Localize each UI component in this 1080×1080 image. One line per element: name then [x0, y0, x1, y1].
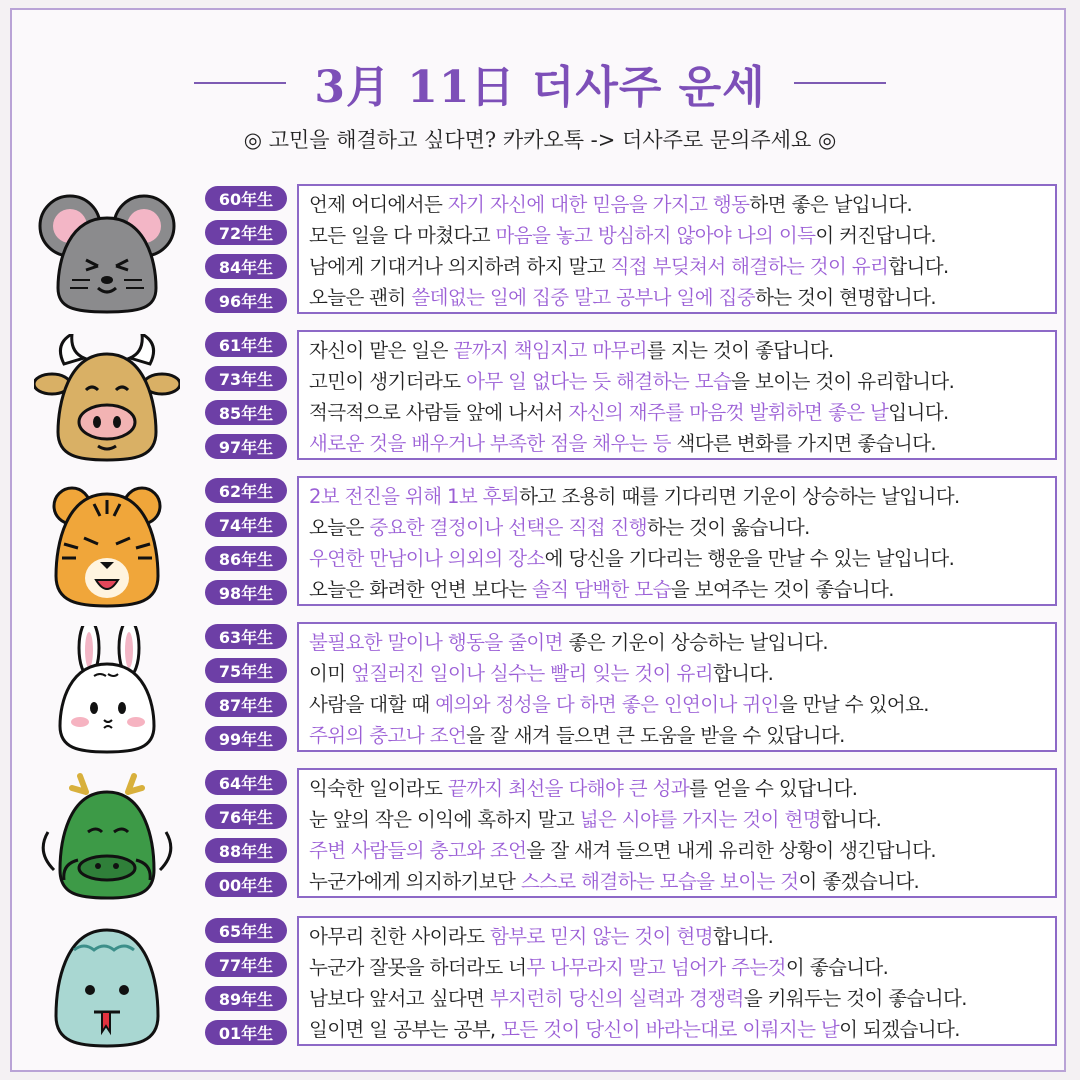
- fortune-text: 이 좋겠습니다.: [798, 870, 920, 893]
- fortune-text: 를 얻을 수 있답니다.: [689, 777, 858, 800]
- fortune-line: [309, 282, 1055, 313]
- fortune-text: 하면 좋은 날입니다.: [749, 193, 913, 216]
- fortune-text: 을 잘 새겨 들으면 큰 도움을 받을 수 있답니다.: [466, 724, 845, 747]
- year-badge: 84年生: [205, 254, 287, 279]
- highlight-text: 예의와 정성을 다 하면 좋은 인연이나 귀인: [435, 693, 779, 716]
- tiger-icon: [34, 480, 180, 610]
- ox-icon: [34, 334, 180, 464]
- fortune-line: [309, 835, 1055, 866]
- highlight-text: 끝까지 최선을 다해야 큰 성과: [447, 777, 690, 800]
- fortune-box: [297, 330, 1057, 460]
- fortune-line: [309, 720, 1055, 751]
- fortune-text: 자신이 맡은 일은: [309, 339, 454, 362]
- year-badge: 62年生: [205, 478, 287, 503]
- fortune-line: [309, 397, 1055, 428]
- fortune-text: 합니다.: [888, 255, 949, 278]
- year-badges: [205, 478, 287, 614]
- dragon-icon: [34, 772, 180, 902]
- fortune-text: 고민이 생기더라도: [309, 370, 467, 393]
- highlight-text: 넓은 시야를 가지는 것이 현명: [579, 808, 821, 831]
- rabbit-icon: [34, 626, 180, 756]
- title-row: [0, 48, 1080, 118]
- year-badge: 99年生: [205, 726, 287, 751]
- fortune-text: 합니다.: [712, 662, 774, 685]
- fortune-text: 오늘은 화려한 언변 보다는: [309, 578, 533, 601]
- fortune-text: 오늘은: [309, 516, 370, 539]
- highlight-text: 솔직 담백한 모습: [532, 578, 671, 601]
- year-badge: 96年生: [205, 288, 287, 313]
- fortune-text: 오늘은 괜히: [309, 286, 412, 309]
- fortune-text: 하고 조용히 때를 기다리면 기운이 상승하는 날입니다.: [519, 485, 960, 508]
- fortune-line: [309, 366, 1055, 397]
- highlight-text: 마음을 놓고 방심하지 않아야 나의 이득: [495, 224, 816, 247]
- highlight-text: 2보 전진을 위해 1보 후퇴: [309, 485, 520, 508]
- fortune-line: [309, 251, 1055, 282]
- fortune-text: 을 만날 수 있어요.: [778, 693, 929, 716]
- fortune-text: 을 보이는 것이 유리합니다.: [731, 370, 955, 393]
- year-badge: 63年生: [205, 624, 287, 649]
- fortune-text: 일이면 일 공부는 공부,: [309, 1018, 502, 1041]
- fortune-text: 좋은 기운이 상승하는 날입니다.: [562, 631, 828, 654]
- fortune-text: 색다른 변화를 가지면 좋습니다.: [670, 432, 936, 455]
- highlight-text: 부지런히 당신의 실력과 경쟁력: [489, 987, 744, 1010]
- highlight-text: 우연한 만남이나 의외의 장소: [309, 547, 545, 570]
- fortune-text: 을 키워두는 것이 좋습니다.: [743, 987, 967, 1010]
- fortune-text: 누군가에게 의지하기보단: [309, 870, 521, 893]
- zodiac-section-tiger: [0, 476, 1080, 614]
- fortune-text: 이미: [309, 662, 352, 685]
- highlight-text: 엎질러진 일이나 실수는 빨리 잊는 것이 유리: [351, 662, 713, 685]
- fortune-text: 하는 것이 현명합니다.: [755, 286, 936, 309]
- fortune-text: 입니다.: [888, 401, 949, 424]
- fortune-text: 합니다.: [712, 925, 774, 948]
- fortune-box: [297, 184, 1057, 314]
- fortune-text: 하는 것이 옳습니다.: [647, 516, 810, 539]
- highlight-text: 쓸데없는 일에 집중 말고 공부나 일에 집중: [411, 286, 756, 309]
- fortune-text: 적극적으로 사람들 앞에 나서서: [309, 401, 569, 424]
- highlight-text: 주변 사람들의 충고와 조언: [309, 839, 527, 862]
- year-badge: 85年生: [205, 400, 287, 425]
- highlight-text: 스스로 해결하는 모습을 보이는 것: [520, 870, 799, 893]
- highlight-text: 모든 것이 당신이 바라는대로 이뤄지는 날: [501, 1018, 840, 1041]
- fortune-box: [297, 768, 1057, 898]
- year-badge: 64年生: [205, 770, 287, 795]
- year-badge: 00年生: [205, 872, 287, 897]
- highlight-text: 아무 일 없다는 듯 해결하는 모습: [466, 370, 732, 393]
- year-badge: 76年生: [205, 804, 287, 829]
- fortune-box: [297, 622, 1057, 752]
- year-badges: [205, 624, 287, 760]
- fortune-text: 이 좋습니다.: [785, 956, 889, 979]
- fortune-text: 익숙한 일이라도: [309, 777, 448, 800]
- zodiac-section-snake: [0, 916, 1080, 1054]
- fortune-text: 에 당신을 기다리는 행운을 만날 수 있는 날입니다.: [544, 547, 955, 570]
- fortune-line: [309, 543, 1055, 574]
- fortune-text: 언제 어디에서든: [309, 193, 448, 216]
- fortune-text: 남보다 앞서고 싶다면: [309, 987, 490, 1010]
- fortune-line: [309, 952, 1055, 983]
- fortune-box: [297, 476, 1057, 606]
- fortune-line: [309, 804, 1055, 835]
- year-badge: 01年生: [205, 1020, 287, 1045]
- fortune-line: [309, 983, 1055, 1014]
- zodiac-section-dragon: [0, 768, 1080, 906]
- highlight-text: 함부로 믿지 않는 것이 현명: [489, 925, 713, 948]
- year-badge: 89年生: [205, 986, 287, 1011]
- fortune-line: [309, 689, 1055, 720]
- fortune-text: 모든 일을 다 마쳤다고: [309, 224, 496, 247]
- year-badge: 73年生: [205, 366, 287, 391]
- year-badge: 65年生: [205, 918, 287, 943]
- fortune-text: 를 지는 것이 좋답니다.: [647, 339, 834, 362]
- fortune-line: [309, 481, 1055, 512]
- title-divider-right: [794, 82, 886, 84]
- fortune-text: 사람을 대할 때: [309, 693, 436, 716]
- page-title: 3月 11日 더사주 운세: [314, 62, 766, 113]
- year-badge: 77年生: [205, 952, 287, 977]
- year-badge: 74年生: [205, 512, 287, 537]
- fortune-text: 눈 앞의 작은 이익에 혹하지 말고: [309, 808, 580, 831]
- zodiac-section-rat: [0, 184, 1080, 322]
- rat-icon: [34, 188, 180, 318]
- fortune-line: [309, 773, 1055, 804]
- zodiac-section-ox: [0, 330, 1080, 468]
- highlight-text: 중요한 결정이나 선택은 직접 진행: [369, 516, 648, 539]
- fortune-line: [309, 189, 1055, 220]
- year-badge: 98年生: [205, 580, 287, 605]
- highlight-text: 새로운 것을 배우거나 부족한 점을 채우는 등: [309, 432, 671, 455]
- year-badge: 60年生: [205, 186, 287, 211]
- year-badges: [205, 186, 287, 322]
- fortune-line: [309, 866, 1055, 897]
- highlight-text: 무 나무라지 말고 넘어가 주는것: [526, 956, 786, 979]
- title-divider-left: [194, 82, 286, 84]
- fortune-text: 아무리 친한 사이라도: [309, 925, 490, 948]
- year-badge: 72年生: [205, 220, 287, 245]
- fortune-line: [309, 574, 1055, 605]
- fortune-text: 남에게 기대거나 의지하려 하지 말고: [309, 255, 611, 278]
- highlight-text: 불필요한 말이나 행동을 줄이면: [309, 631, 563, 654]
- year-badges: [205, 918, 287, 1054]
- fortune-line: [309, 921, 1055, 952]
- highlight-text: 끝까지 책임지고 마무리: [453, 339, 648, 362]
- fortune-line: [309, 335, 1055, 366]
- fortune-text: 합니다.: [820, 808, 882, 831]
- year-badge: 75年生: [205, 658, 287, 683]
- year-badge: 86年生: [205, 546, 287, 571]
- year-badge: 88年生: [205, 838, 287, 863]
- fortune-line: [309, 1014, 1055, 1045]
- year-badge: 87年生: [205, 692, 287, 717]
- fortune-text: 이 되겠습니다.: [839, 1018, 960, 1041]
- year-badge: 61年生: [205, 332, 287, 357]
- fortune-line: [309, 512, 1055, 543]
- year-badge: 97年生: [205, 434, 287, 459]
- fortune-line: [309, 428, 1055, 459]
- snake-icon: [34, 920, 180, 1050]
- year-badges: [205, 332, 287, 468]
- year-badges: [205, 770, 287, 906]
- fortune-box: [297, 916, 1057, 1046]
- fortune-line: [309, 627, 1055, 658]
- highlight-text: 직접 부딪쳐서 해결하는 것이 유리: [610, 255, 889, 278]
- fortune-text: 을 잘 새겨 들으면 내게 유리한 상황이 생긴답니다.: [526, 839, 936, 862]
- fortune-text: 누군가 잘못을 하더라도 너: [309, 956, 527, 979]
- highlight-text: 자기 자신에 대한 믿음을 가지고 행동: [447, 193, 750, 216]
- fortune-text: 이 커진답니다.: [815, 224, 936, 247]
- subtitle: ◎ 고민을 해결하고 싶다면? 카카오톡 -> 더사주로 문의주세요 ◎: [243, 128, 837, 152]
- fortune-text: 을 보여주는 것이 좋습니다.: [670, 578, 894, 601]
- highlight-text: 주위의 충고나 조언: [309, 724, 467, 747]
- fortune-line: [309, 220, 1055, 251]
- zodiac-section-rabbit: [0, 622, 1080, 760]
- highlight-text: 자신의 재주를 마음껏 발휘하면 좋은 날: [568, 401, 889, 424]
- fortune-line: [309, 658, 1055, 689]
